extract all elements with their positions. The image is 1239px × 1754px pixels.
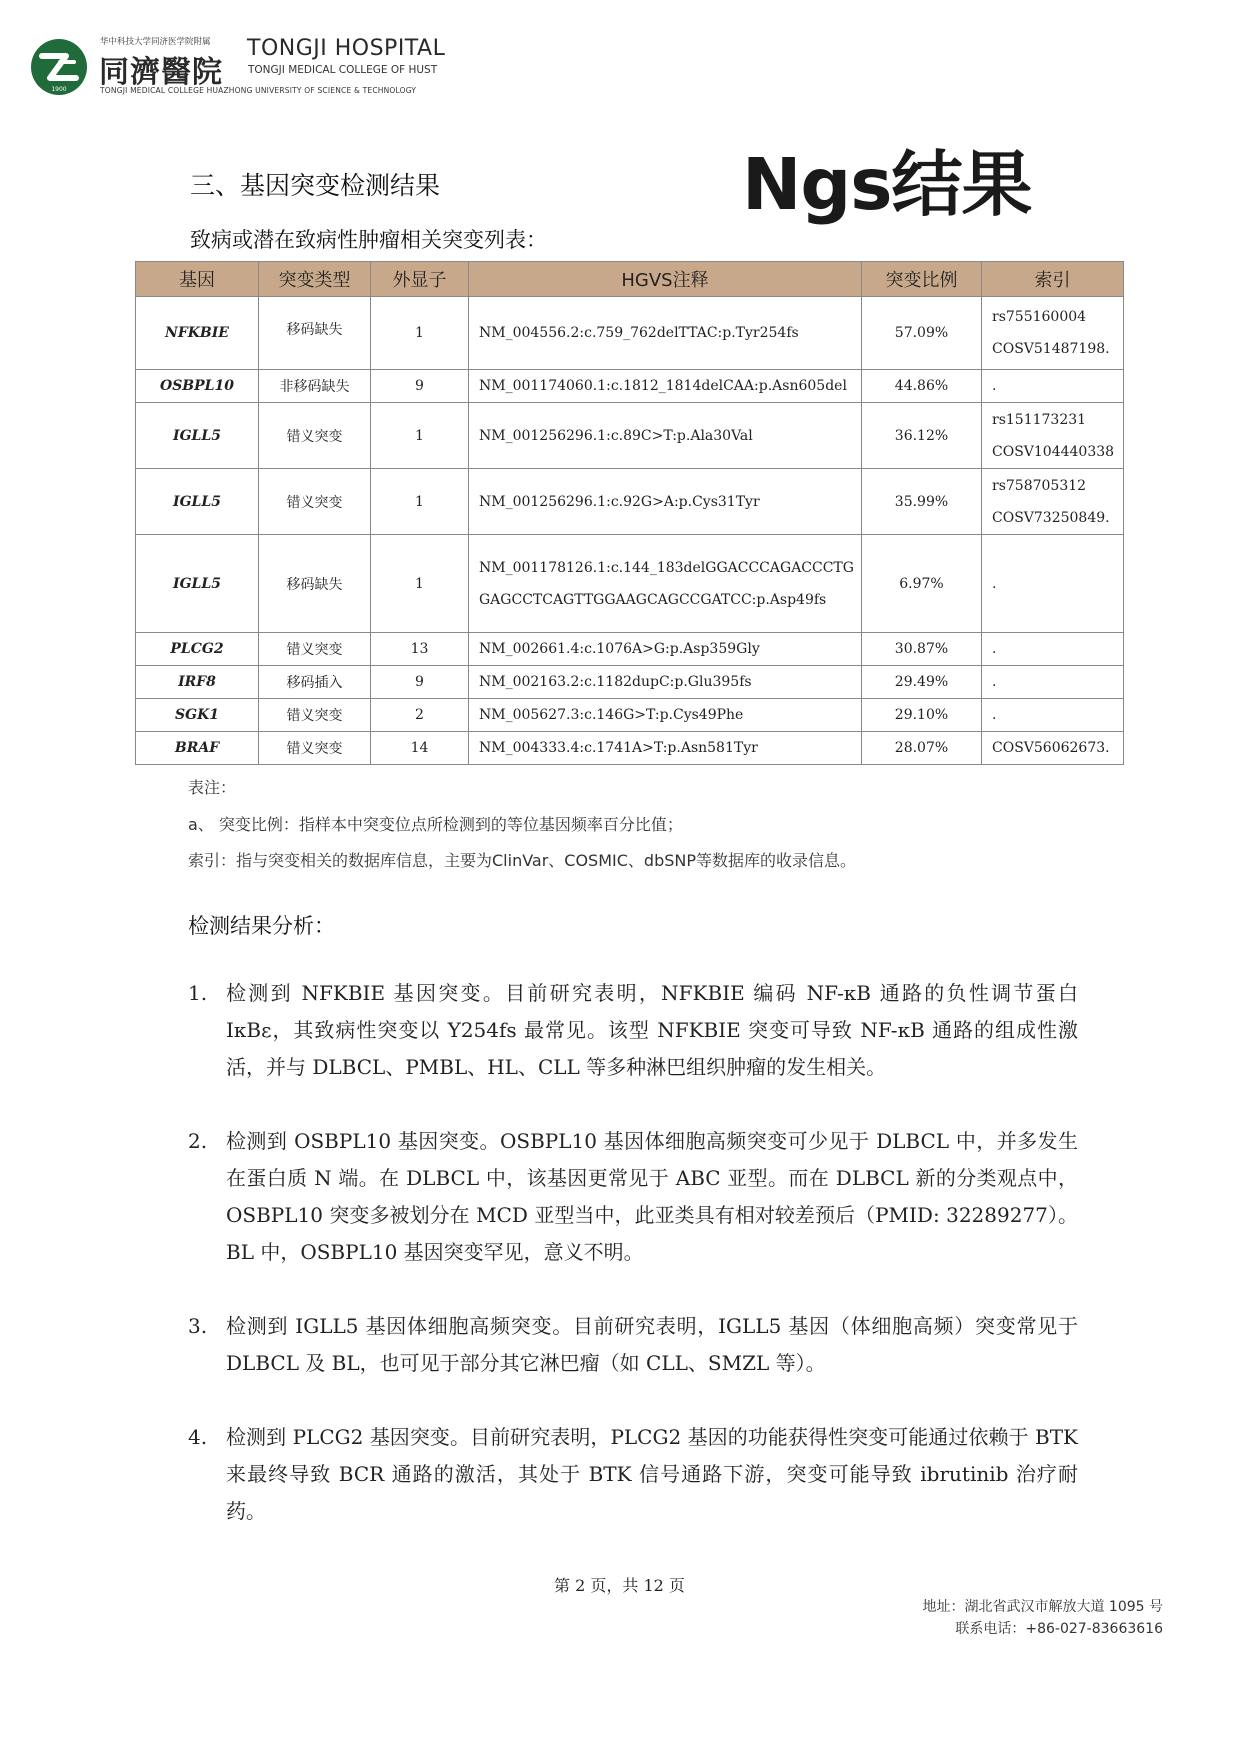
table-caption: 致病或潜在致病性肿瘤相关突变列表： xyxy=(190,228,547,252)
ref-line: rs151173231 xyxy=(992,411,1087,428)
hgvs-cell: NM_004333.4:c.1741A>T:p.Asn581Tyr xyxy=(469,732,862,765)
table-row xyxy=(136,732,1124,765)
exon-cell: 1 xyxy=(371,535,469,633)
table-row xyxy=(136,633,1124,666)
exon-cell: 1 xyxy=(371,297,469,370)
hgvs-cell: NM_002163.2:c.1182dupC:p.Glu395fs xyxy=(469,666,862,699)
analysis-item xyxy=(188,1419,1078,1530)
analysis-item-number: 4. xyxy=(188,1425,208,1449)
ratio-cell: 57.09% xyxy=(862,297,982,370)
ref-cell: . xyxy=(982,699,1124,732)
ratio-cell: 29.49% xyxy=(862,666,982,699)
ref-line: COSV51487198. xyxy=(992,341,1110,357)
section-title: 三、基因突变检测结果 xyxy=(190,171,441,200)
analysis-item-text: 检测到 IGLL5 基因体细胞高频突变。目前研究表明，IGLL5 基因（体细胞高频）突变常见于 DLBCL 及 BL，也可见于部分其它淋巴瘤（如 CLL、SMZL 等）。 xyxy=(226,1314,1078,1375)
hgvs-cell: NM_004556.2:c.759_762delTTAC:p.Tyr254fs xyxy=(469,297,862,370)
logo-chinese-name: 同濟醫院 xyxy=(99,55,223,90)
ref-cell: . xyxy=(982,535,1124,633)
gene-cell: IGLL5 xyxy=(136,469,259,535)
exon-cell: 9 xyxy=(371,370,469,403)
exon-cell: 1 xyxy=(371,403,469,469)
exon-cell: 9 xyxy=(371,666,469,699)
hgvs-cell: NM_001174060.1:c.1812_1814delCAA:p.Asn605del xyxy=(469,370,862,403)
column-header-type: 突变类型 xyxy=(259,262,371,297)
gene-cell: NFKBIE xyxy=(136,297,259,370)
type-cell: 错义突变 xyxy=(259,469,371,535)
type-cell: 非移码缺失 xyxy=(259,370,371,403)
analysis-item-text: 检测到 PLCG2 基因突变。目前研究表明，PLCG2 基因的功能获得性突变可能通过依赖于 BTK 来最终导致 BCR 通路的激活，其处于 BTK 信号通路下游，突变可能导致 ibrutinib 治疗耐药。 xyxy=(226,1425,1078,1523)
gene-cell: IRF8 xyxy=(136,666,259,699)
table-row xyxy=(136,666,1124,699)
ratio-cell: 29.10% xyxy=(862,699,982,732)
type-cell: 移码缺失 xyxy=(259,535,371,633)
gene-cell: BRAF xyxy=(136,732,259,765)
table-header-row xyxy=(136,262,1124,297)
hospital-logo-icon xyxy=(30,38,88,96)
hgvs-cell: NM_001256296.1:c.92G>A:p.Cys31Tyr xyxy=(469,469,862,535)
table-note-ratio: a、 突变比例：指样本中突变位点所检测到的等位基因频率百分比值； xyxy=(188,815,683,834)
footer-contact xyxy=(922,1596,1163,1640)
column-header-exon: 外显子 xyxy=(371,262,469,297)
type-cell: 错义突变 xyxy=(259,633,371,666)
ratio-cell: 35.99% xyxy=(862,469,982,535)
exon-cell: 14 xyxy=(371,732,469,765)
ratio-cell: 30.87% xyxy=(862,633,982,666)
table-row xyxy=(136,370,1124,403)
ratio-cell: 36.12% xyxy=(862,403,982,469)
table-note-ref: 索引：指与突变相关的数据库信息，主要为ClinVar、COSMIC、dbSNP等数据库的收录信息。 xyxy=(188,851,856,870)
ref-cell xyxy=(982,403,1124,469)
analysis-item-number: 2. xyxy=(188,1129,208,1153)
ref-cell: . xyxy=(982,633,1124,666)
hgvs-cell: NM_002661.4:c.1076A>G:p.Asp359Gly xyxy=(469,633,862,666)
exon-cell: 1 xyxy=(371,469,469,535)
ref-cell: COSV56062673. xyxy=(982,732,1124,765)
footer-phone: 联系电话：+86-027-83663616 xyxy=(955,1621,1163,1637)
logo-english-name: TONGJI HOSPITAL xyxy=(247,36,446,61)
analysis-title: 检测结果分析： xyxy=(188,914,335,938)
table-row xyxy=(136,297,1124,370)
ratio-cell: 44.86% xyxy=(862,370,982,403)
ratio-cell: 28.07% xyxy=(862,732,982,765)
ref-line: rs755160004 xyxy=(992,309,1087,325)
analysis-item xyxy=(188,975,1078,1086)
mutation-table xyxy=(135,261,1124,765)
type-cell: 错义突变 xyxy=(259,699,371,732)
analysis-item-text: 检测到 NFKBIE 基因突变。目前研究表明，NFKBIE 编码 NF-κB 通路的负性调节蛋白 IκBε，其致病性突变以 Y254fs 最常见。该型 NFKBIE 突变可导致 NF-κB 通路的组成性激活，并与 DLBCL、PMBL、HL、CLL 等多种淋巴组织肿瘤的发生相关。 xyxy=(226,981,1078,1079)
column-header-gene: 基因 xyxy=(136,262,259,297)
analysis-item-number: 1. xyxy=(188,981,208,1005)
hgvs-cell: NM_005627.3:c.146G>T:p.Cys49Phe xyxy=(469,699,862,732)
type-cell: 移码缺失 xyxy=(259,297,371,370)
gene-cell: IGLL5 xyxy=(136,535,259,633)
type-cell: 错义突变 xyxy=(259,732,371,765)
exon-cell: 2 xyxy=(371,699,469,732)
gene-cell: OSBPL10 xyxy=(136,370,259,403)
hgvs-cell: NM_001256296.1:c.89C>T:p.Ala30Val xyxy=(469,403,862,469)
type-cell: 错义突变 xyxy=(259,403,371,469)
column-header-ref: 索引 xyxy=(982,262,1124,297)
logo-affiliation-line: TONGJI MEDICAL COLLEGE HUAZHONG UNIVERSITY OF SCIENCE & TECHNOLOGY xyxy=(100,86,417,95)
ref-line: COSV104440338 xyxy=(992,443,1115,460)
logo-subtitle: TONGJI MEDICAL COLLEGE OF HUST xyxy=(248,64,438,76)
analysis-item xyxy=(188,1308,1078,1382)
footer-address: 地址：湖北省武汉市解放大道 1095 号 xyxy=(922,1599,1163,1615)
ratio-cell: 6.97% xyxy=(862,535,982,633)
ref-cell xyxy=(982,469,1124,535)
page-number: 第 2 页，共 12 页 xyxy=(554,1576,685,1595)
exon-cell: 13 xyxy=(371,633,469,666)
analysis-item-text: 检测到 OSBPL10 基因突变。OSBPL10 基因体细胞高频突变可少见于 DLBCL 中，并多发生在蛋白质 N 端。在 DLBCL 中，该基因更常见于 ABC 亚型。而在 DLBCL 新的分类观点中，OSBPL10 突变多被划分在 MCD 亚型当中，此亚类具有相对较差预后（PMID: 32289277）。BL 中，OSBPL10 基因突变罕见，意义不明。 xyxy=(226,1129,1078,1264)
type-cell: 移码插入 xyxy=(259,666,371,699)
column-header-hgvs: HGVS注释 xyxy=(469,262,862,297)
analysis-item xyxy=(188,1123,1078,1271)
gene-cell: PLCG2 xyxy=(136,633,259,666)
ref-cell: . xyxy=(982,370,1124,403)
table-row xyxy=(136,535,1124,633)
table-row xyxy=(136,403,1124,469)
analysis-item-number: 3. xyxy=(188,1314,208,1338)
logo-university-name: 华中科技大学同济医学院附属 xyxy=(100,37,211,47)
ref-line: COSV73250849. xyxy=(992,509,1110,526)
ref-cell: . xyxy=(982,666,1124,699)
table-row xyxy=(136,699,1124,732)
gene-cell: SGK1 xyxy=(136,699,259,732)
ref-cell xyxy=(982,297,1124,370)
ngs-result-label: Ngs结果 xyxy=(742,143,1032,226)
gene-cell: IGLL5 xyxy=(136,403,259,469)
column-header-ratio: 突变比例 xyxy=(862,262,982,297)
hgvs-cell: NM_001178126.1:c.144_183delGGACCCAGACCCTGGAGCCTCAGTTGGAAGCAGCCGATCC:p.Asp49fs xyxy=(469,535,862,633)
table-row xyxy=(136,469,1124,535)
logo-year: 1900 xyxy=(51,86,67,93)
table-notes-title: 表注： xyxy=(188,778,237,797)
ref-line: rs758705312 xyxy=(992,477,1087,494)
